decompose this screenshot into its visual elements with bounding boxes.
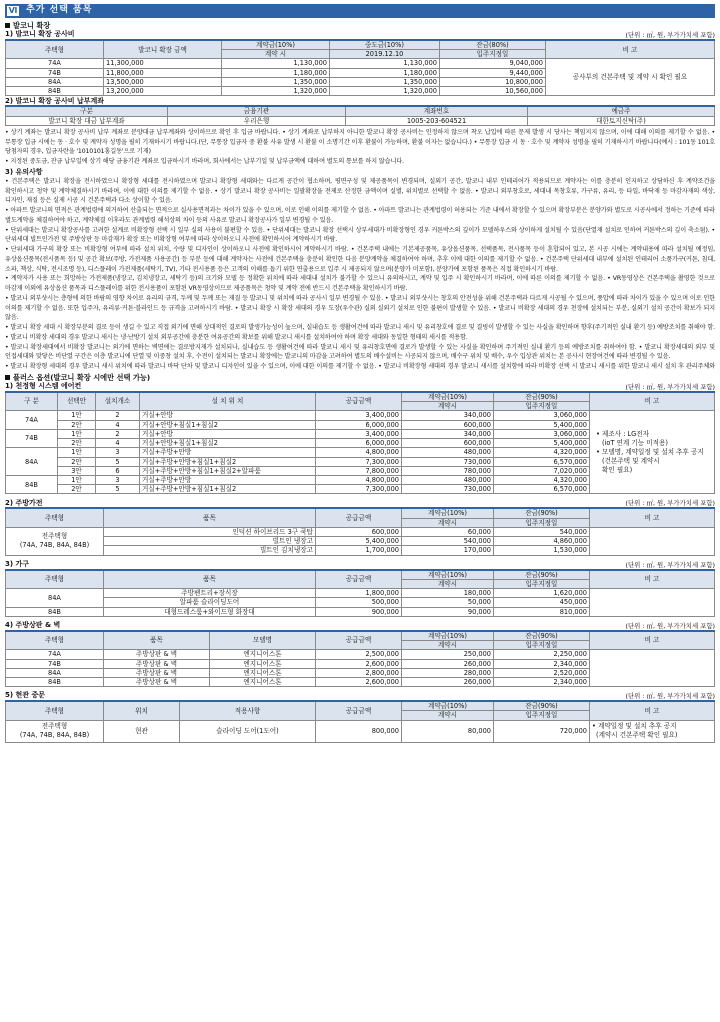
- column-header: 잔금(90%): [494, 570, 590, 580]
- table-cell: 1안: [58, 429, 96, 438]
- table-cell: 1,180,000: [330, 68, 440, 77]
- subheading-aircon: 1) 천정형 시스템 에어컨 (단위 : ㎡, 원, 부가가치세 포함): [5, 382, 715, 391]
- heading-balcony: 발코니 확장: [5, 21, 715, 30]
- column-header: 계약시: [402, 579, 494, 588]
- table-cell: 2,600,000: [316, 677, 402, 686]
- column-header: 잔금(90%): [494, 701, 590, 711]
- column-header: 공급금액: [316, 392, 402, 411]
- column-header: 계약시: [402, 518, 494, 527]
- table-cell: 빌트인 냉장고: [104, 537, 316, 546]
- table-cell: 2: [96, 411, 140, 420]
- table-cell: 4,320,000: [494, 475, 590, 484]
- table-cell: 74B: [6, 429, 58, 447]
- table-cell: 260,000: [402, 659, 494, 668]
- table-cell: 대형드레스룸+와이드형 화장대: [104, 607, 316, 616]
- table-row: [6, 411, 715, 420]
- table-cell: 4: [96, 439, 140, 448]
- column-header: 주택형: [6, 508, 104, 527]
- column-header: 품목: [104, 508, 316, 527]
- column-header: 계약금(10%): [402, 392, 494, 402]
- table-cell: 84A: [6, 448, 58, 476]
- table-cell: 1,700,000: [316, 546, 402, 555]
- table-cell: 거실+주방+안방+침실1+침실2: [140, 485, 316, 494]
- table-cell: 480,000: [402, 448, 494, 457]
- column-header: 주택형: [6, 701, 104, 720]
- table-cell: 거실+안방: [140, 411, 316, 420]
- column-header: 비 고: [590, 701, 715, 720]
- table-cell: 6,570,000: [494, 457, 590, 466]
- column-header: 계약금(10%): [402, 631, 494, 641]
- table-cell: 거실+안방+침실1+침실2: [140, 439, 316, 448]
- column-header: 품목: [104, 631, 210, 650]
- column-header: 입주지정일: [440, 50, 546, 59]
- column-header: 잔금(80%): [440, 40, 546, 50]
- table-cell: 280,000: [402, 668, 494, 677]
- table-cell: 우리은행: [168, 116, 346, 125]
- column-header: 입주지정일: [494, 518, 590, 527]
- table-cell: 5,400,000: [494, 439, 590, 448]
- column-header: 구분: [6, 106, 168, 116]
- table-cell: 260,000: [402, 677, 494, 686]
- column-header: 계좌번호: [346, 106, 528, 116]
- column-header: 모델명: [210, 631, 316, 650]
- table-cell: 13,200,000: [104, 87, 222, 96]
- table-cell: 11,300,000: [104, 59, 222, 68]
- column-header: 계약금(10%): [402, 701, 494, 711]
- table-cell: 450,000: [494, 598, 590, 607]
- table-cell: 거실+주방+안방+침실1+침실2+알파룸: [140, 466, 316, 475]
- table-cell: 대한토지신탁(주): [528, 116, 715, 125]
- column-header: 중도금(10%): [330, 40, 440, 50]
- table-cell: 500,000: [316, 598, 402, 607]
- table-cell: 74B: [6, 68, 104, 77]
- table-cell: 84B: [6, 607, 104, 616]
- table-cell: 주방상판 & 벽: [104, 659, 210, 668]
- table-cell: 1,130,000: [330, 59, 440, 68]
- table-cell: 2,250,000: [494, 650, 590, 659]
- table-cell: 2,800,000: [316, 668, 402, 677]
- table-cell: 엔지니어스톤: [210, 668, 316, 677]
- table-cell: 주방상판 & 벽: [104, 668, 210, 677]
- table-row: [6, 650, 715, 659]
- table-cell: 3,400,000: [316, 411, 402, 420]
- table-cell: 7,020,000: [494, 466, 590, 475]
- table-cell: 엔지니어스톤: [210, 659, 316, 668]
- table-cell: 1안: [58, 411, 96, 420]
- table-row: [6, 589, 715, 598]
- column-header: 잔금(90%): [494, 508, 590, 518]
- table-cell: 1,620,000: [494, 589, 590, 598]
- entrance-door-table: [5, 700, 715, 742]
- table-cell: 9,440,000: [440, 68, 546, 77]
- column-header: 계약시: [402, 402, 494, 411]
- table-cell: 알파룸 슬라이딩도어: [104, 598, 316, 607]
- column-header: 잔금(90%): [494, 392, 590, 402]
- column-header: 계약시: [402, 711, 494, 720]
- table-cell: 1,320,000: [330, 87, 440, 96]
- subheading-caution: 3) 유의사항: [5, 168, 43, 177]
- table-cell: 4,320,000: [494, 448, 590, 457]
- table-cell: 발코니 확장 대금 납부계좌: [6, 116, 168, 125]
- column-header: 공급금액: [316, 701, 402, 720]
- table-cell: 1,530,000: [494, 546, 590, 555]
- column-header: 금융기관: [168, 106, 346, 116]
- table-row: [6, 527, 715, 536]
- table-cell: 2,520,000: [494, 668, 590, 677]
- table-cell: 2안: [58, 457, 96, 466]
- table-cell: 84B: [6, 475, 58, 493]
- table-cell: 11,800,000: [104, 68, 222, 77]
- table-cell: [590, 527, 715, 555]
- column-header: 계약시: [402, 641, 494, 650]
- countertop-table: [5, 630, 715, 687]
- table-cell: 84B: [6, 677, 104, 686]
- table-cell: 800,000: [316, 720, 402, 742]
- subheading-balcony-cost: 1) 발코니 확장 공사비 (단위 : ㎡, 원, 부가가치세 포함): [5, 30, 715, 39]
- subheading-account: 2) 발코니 확장 공사비 납부계좌: [5, 96, 104, 105]
- table-cell: 50,000: [402, 598, 494, 607]
- table-cell: 3,060,000: [494, 411, 590, 420]
- column-header: 입주지정일: [494, 402, 590, 411]
- table-cell: 6: [96, 466, 140, 475]
- table-cell: 전주택형 (74A, 74B, 84A, 84B): [6, 720, 104, 742]
- section-number: Ⅵ: [6, 5, 20, 17]
- table-cell: 1,800,000: [316, 589, 402, 598]
- table-cell: 2,500,000: [316, 650, 402, 659]
- table-cell: 3: [96, 448, 140, 457]
- table-cell: 2,600,000: [316, 659, 402, 668]
- table-cell: 1안: [58, 448, 96, 457]
- table-cell: [590, 589, 715, 617]
- table-cell: 6,000,000: [316, 420, 402, 429]
- table-cell: 600,000: [402, 439, 494, 448]
- table-cell: 84A: [6, 668, 104, 677]
- table-cell: 1,320,000: [222, 87, 330, 96]
- table-cell: 5,400,000: [494, 420, 590, 429]
- column-header: 계약 시: [222, 50, 330, 59]
- balcony-remark: 공사부의 건본주택 및 계약 시 확인 필요: [546, 59, 715, 96]
- table-cell: 7,300,000: [316, 457, 402, 466]
- column-header: 설치개소: [96, 392, 140, 411]
- column-header: 계약금(10%): [222, 40, 330, 50]
- column-header: 발코니 확장 금액: [104, 40, 222, 59]
- table-cell: 84A: [6, 77, 104, 86]
- table-cell: 74A: [6, 59, 104, 68]
- column-header: 공급금액: [316, 631, 402, 650]
- table-cell: 전주택형 (74A, 74B, 84A, 84B): [6, 527, 104, 555]
- table-cell: 480,000: [402, 475, 494, 484]
- table-cell: 2: [96, 429, 140, 438]
- table-row: [6, 720, 715, 742]
- table-cell: 거실+주방+안방: [140, 475, 316, 484]
- column-header: 주택형: [6, 631, 104, 650]
- aircon-table: [5, 391, 715, 495]
- table-cell: 5: [96, 457, 140, 466]
- column-header: 비 고: [590, 631, 715, 650]
- column-header: 비 고: [590, 392, 715, 411]
- table-cell: 인덕션 하이브리드 3구 쿡탑: [104, 527, 316, 536]
- table-cell: 1,350,000: [330, 77, 440, 86]
- table-cell: 80,000: [402, 720, 494, 742]
- table-cell: 10,560,000: [440, 87, 546, 96]
- table-cell: 엔지니어스톤: [210, 677, 316, 686]
- table-cell: 주방상판 & 벽: [104, 650, 210, 659]
- column-header: 주택형: [6, 40, 104, 59]
- table-cell: 엔지니어스톤: [210, 650, 316, 659]
- table-cell: 주방상판 & 벽: [104, 677, 210, 686]
- table-cell: 거실+주방+안방+침실1+침실2: [140, 457, 316, 466]
- column-header: 입주지정일: [494, 641, 590, 650]
- table-row: [6, 116, 715, 125]
- table-cell: 1,130,000: [222, 59, 330, 68]
- furniture-table: [5, 569, 715, 617]
- table-cell: 1,180,000: [222, 68, 330, 77]
- table-cell: 74B: [6, 659, 104, 668]
- column-header: 2019.12.10: [330, 50, 440, 59]
- column-header: 계약금(10%): [402, 570, 494, 580]
- table-cell: 3안: [58, 466, 96, 475]
- kitchen-appliance-table: [5, 507, 715, 555]
- column-header: 적용사항: [180, 701, 316, 720]
- subheading-countertop: 4) 주방상판 & 벽 (단위 : ㎡, 원, 부가가치세 포함): [5, 621, 715, 630]
- table-cell: 거실+안방+침실1+침실2: [140, 420, 316, 429]
- table-cell: 2,340,000: [494, 659, 590, 668]
- table-cell: 74A: [6, 650, 104, 659]
- table-cell: 540,000: [494, 527, 590, 536]
- subheading-kitchen-appliance: 2) 주방가전 (단위 : ㎡, 원, 부가가치세 포함): [5, 498, 715, 508]
- table-cell: 현관: [104, 720, 180, 742]
- table-cell: 340,000: [402, 411, 494, 420]
- column-header: 설 치 위 치: [140, 392, 316, 411]
- table-cell: 4,800,000: [316, 448, 402, 457]
- table-cell: 720,000: [494, 720, 590, 742]
- column-header: 주택형: [6, 570, 104, 589]
- table-cell: • 계약일정 및 설치 추후 공지 (계약시 건본주택 확인 필요): [590, 720, 715, 742]
- table-cell: 6,000,000: [316, 439, 402, 448]
- subheading-furniture: 3) 가구 (단위 : ㎡, 원, 부가가치세 포함): [5, 559, 715, 569]
- column-header: 비 고: [590, 570, 715, 589]
- subheading-entrance-door: 5) 현관 중문 (단위 : ㎡, 원, 부가가치세 포함): [5, 691, 715, 701]
- table-cell: 1005-203-604521: [346, 116, 528, 125]
- table-cell: 2,340,000: [494, 677, 590, 686]
- column-header: 계약금(10%): [402, 508, 494, 518]
- table-cell: 5,400,000: [316, 537, 402, 546]
- table-cell: 3: [96, 475, 140, 484]
- table-row: [6, 59, 715, 68]
- table-cell: 4,860,000: [494, 537, 590, 546]
- account-table: [5, 105, 715, 125]
- column-header: 입주지정일: [494, 711, 590, 720]
- table-cell: 6,570,000: [494, 485, 590, 494]
- table-cell: 250,000: [402, 650, 494, 659]
- table-cell: 600,000: [316, 527, 402, 536]
- table-cell: 780,000: [402, 466, 494, 475]
- table-cell: 4: [96, 420, 140, 429]
- table-cell: 9,040,000: [440, 59, 546, 68]
- caution-notes: • 건본주택은 발코니 확장을 전시하였으니 확장형 세대를 전시하였으며 발코니 확장형 세대와는 다르게 공간이 협소하며, 평면구성 및 제공품목이 변경되며, 실외기 공간, 발코니 내부 인테리어가 적용되므로 계약자는 이를 충분히 인지하고 상담하신 후 계약조건을 확인하시고 청약 및 계약체결하시기 바라며, 이에 대한 이의를 제기할 수 없음. • 상기 발코니 확장 공사비는 일괄확장을 전제로 산정한 금액이며 실별, 위치별로 선택할 수 없음. • 발코니 외부창호로, 세대내 목창호류, 가구류, 유리, 등 타일, 바닥재 등 마감자재의 색상, 디자인, 재질 등은 실제 시공 시 건본주택과 다소 상이할 수 있음. • 아파트 발코니의 면적은 관계법령에 의거하여 산출되는 면적으로 실사용면적과는 차이가 있을 수 있으며, 이로 인해 이의를 제기할 수 없음. • 아파트 발코니는 관계법령이 허용되는 기준 내에서 확장할 수 있으며 확장부분은 분양가와 별도로 시공사에서 정하는 기준에 따라 별도계약을 체결하여야 하고, 계약체결 이후라도 관계법령 해석상의 차이 등의 사유로 발코니 확장공사가 일부 변경될 수 있음. • 단위세대는 발코니 확장공사를 고려한 설계로 비확장형 선택 시 일부 실의 사용이 불편할 수 있음. • 단위세대는 발코니 확장 선택시 상부세대가 비확장형인 경우 커튼박스의 깊이가 모델하우스와 상이하게 설치될 수 있음(단열재 설치로 인하여 커튼박스의 깊이 축소됨). • 단위세대 빌트인가전 및 주방상판 등 마감재가 확장 또는 비확장형 여부에 따라 상이하오니 사전에 확인하시어 계약하시기 바람. • 단위세대 가구의 확장 또는 비확장형 여부에 따라 설치 위치, 수량 및 디자인이 상이하오니 사전에 확인하시어 계약하시기 바람. • 건본주택 내에는 기본제공품목, 유상옵션품목, 선택품목, 전시품목 등이 혼합되어 있고, 본 시공 시에는 계약내용에 따라 설치될 예정임, 유상옵션품목(전시품목 등) 및 공간 확보(주방, 가전제품 사용공간) 등 부분 등에 대해 계약자는 사전에 건본주택을 충분히 확인한 다음 분양계약을 체결하여야 하며, 추후 이에 대한 이의를 제기할 수 없음. • 건본주택 단위세대 내부에 설치된 인테리어 소품가구(커튼, 침대, 소파, 책상, 식탁, 전시조명 등), 디스플레이 가전제품(세탁기, TV), 기타 전시용품 등은 고객의 이해를 돕기 위한 연출용으로 입주 시 제공되지 않으며(분양가 미포함), 분양가에 포함된 품목은 직접 확인하시기 바람. • 계약자가 사용 또는 희망하는 가전제품(냉장고, 김치냉장고, 세탁기 등)의 크기와 모델 등 정확한 위치에 따라 세대내 설치가 불가할 수 있으니 유의하시고, 계약 및 입주 시 확인하시기 바라며, 이에 따른 이의를 제기할 수 없음. • VR동영상은 건본주택을 촬영한 것으로 마감재 이외에 유상옵션 품목과 디스플레이를 위한 전시용품이 포함된 VR동영상이므로 제공품목은 청약 및 계약 전에 반드시 건본주택을 확인하시기 바람. • 발코니 외부샷시는 층형에 의한 바람의 영향 차이로 유리의 규격, 두께 및 두께 또는 재질 등 발코니 및 위치에 따라 공사시 일부 변경될 수 있음. • 발코니 외부샷시는 창호의 안전성을 위해 건본주택과 다르게 시공될 수 있으며, 풍압에 따라 차이가 있을 수 있으며 이로 인한 이의를 제기할 수 없음. 또한 입주자, 유리류·커튼·블라인드 등 규격을 고려하시기 바람. • 발코니 확장 시 확장 세대의 경우 도장(우수관) 실외 실외기 설치로 인한 불편이 발생할 수 있음. • 발코니 비확장 세대의 경우 천장에 설치되는 부분, 실외기 설치 공간이 확보가 되지 않음. • 발코니 확장 세대 시 확장부분의 결로 등이 생길 수 있고 직접 외기에 면해 상대적인 결로의 발생가능성이 높으며, 실내습도 등 생활여건에 따라 발코니 새시 및 유리창호에 결로 및 결빙이 발생할 수 있는 사실을 확인하며 향후(주기적인 실내 환기 등) 예방조치를 취해야 함. • 발코니 비확장 세대의 경우 발코니 새시는 냉·난방기 설치 외부공간에 충분한 여유공간의 확보를 위해 발코니 새시를 설치하여야 하며 확장 세대와 동일한 형태의 새시를 적용함. • 발코니 확장세대에서 비확장 발코니는 외기에 면하는 벽면에는 결로방지재가 설치되나, 실내습도 등 생활여건에 따라 발코니 새시 및 유리창호면에 결로가 발생할 수 있는 사실을 확인하며 주기적인 실내 환기 등의 예방조치를 취하여야 함. • 발코니 확장세대의 외부 및 인접세대와 맞닿은 비단열 구간은 이층 발코니에 단열 및 이중창 설치 후, 수전이 설치되는 발코니 확장에는 발코니의 마감을 고려하여 별도의 배수설비는 시공되지 않으며, 배수구 위치 및 배수, 우수 입상관 위치는 본 공사시 현장여건에 따라 변경될 수 있음. • 발코니 확장형 세대의 경우 발코니 새시 위치에 따라 발코니 바닥 단차 및 발코니 디자인이 있을 수 있으며, 이에 대한 이의를 제기할 수 없음. • 발코니 비확장형 세대의 경우 발코니 새시를 설치함에 따라 비확장 선택 시 발코니 새시를 위한 발코니 새시 설치 후 관리주체와: [5, 177, 715, 370]
- table-cell: 180,000: [402, 589, 494, 598]
- table-cell: 2안: [58, 420, 96, 429]
- column-header: 예금주: [528, 106, 715, 116]
- table-cell: [590, 650, 715, 687]
- table-cell: 540,000: [402, 537, 494, 546]
- column-header: 공급금액: [316, 570, 402, 589]
- table-cell: 730,000: [402, 485, 494, 494]
- table-cell: 2안: [58, 485, 96, 494]
- column-header: 위치: [104, 701, 180, 720]
- balcony-cost-table: [5, 39, 715, 96]
- section-title-bar: [5, 4, 715, 18]
- column-header: 품목: [104, 570, 316, 589]
- table-cell: 5: [96, 485, 140, 494]
- heading-plus-option: 플러스 옵션(발코니 확장 시에만 선택 가능): [5, 373, 715, 382]
- table-cell: 13,500,000: [104, 77, 222, 86]
- column-header: 입주지정일: [494, 579, 590, 588]
- table-cell: 60,000: [402, 527, 494, 536]
- table-cell: 3,400,000: [316, 429, 402, 438]
- table-cell: 7,300,000: [316, 485, 402, 494]
- column-header: 공급금액: [316, 508, 402, 527]
- column-header: 잔금(90%): [494, 631, 590, 641]
- table-cell: 90,000: [402, 607, 494, 616]
- column-header: 비 고: [590, 508, 715, 527]
- table-cell: 1안: [58, 475, 96, 484]
- table-cell: 2안: [58, 439, 96, 448]
- table-cell: 1,350,000: [222, 77, 330, 86]
- account-notes: • 상기 계좌는 발코니 확장 공사비 납부 계좌로 분양대금 납부계좌와 상이하므로 확인 후 입금 바랍니다. • 상기 계좌로 납부하지 아니한 발코니 확장 공사비는 인정하지 않으며 착오 납입에 따른 문제 발생 시 당사는 책임지지 않으며, 이에 대해 이의를 제기할 수 없음. • 무통장 입금 시에는 동 · 호수 및 계약자 성명을 필히 기재하시기 바랍니다.(단, 무통장 입금자 중 환불 사유 발생 시 환불 이 소명기간 이후 환불이 가능하며, 환불 이자는 없습니다.) • 무통장 입금 시 동 · 호수 및 계약자 성명을 필히 기재하시기 바랍니다(예시 : 101동 101호 당첨자의 경우, 입금자란을 '1010101홍길동'으로 기재) • 지정된 중도금, 잔금 납부일에 상기 해당 금융기관 계좌로 입금하시기 바라며, 회사에서는 납부기일 및 납부금액에 대하여 별도의 통보를 하지 않습니다.: [5, 128, 715, 166]
- aircon-remark: • 제조사 : LG전자 (ioT 연계 기능 미적용) • 모델명, 계약일정 및 설치 추후 공지 (건본주택 및 계약시 확인 필요): [590, 411, 715, 494]
- table-cell: 730,000: [402, 457, 494, 466]
- table-cell: 170,000: [402, 546, 494, 555]
- table-cell: 810,000: [494, 607, 590, 616]
- column-header: 비 고: [546, 40, 715, 59]
- column-header: 선택안: [58, 392, 96, 411]
- table-cell: 빌트인 김치냉장고: [104, 546, 316, 555]
- section-title: 추가 선택 품목: [26, 5, 93, 16]
- table-cell: 84B: [6, 87, 104, 96]
- column-header: 구 분: [6, 392, 58, 411]
- table-cell: 900,000: [316, 607, 402, 616]
- table-cell: 340,000: [402, 429, 494, 438]
- table-cell: 거실+주방+안방: [140, 448, 316, 457]
- table-cell: 거실+안방: [140, 429, 316, 438]
- table-cell: 10,800,000: [440, 77, 546, 86]
- table-cell: 3,060,000: [494, 429, 590, 438]
- table-cell: 7,800,000: [316, 466, 402, 475]
- table-cell: 600,000: [402, 420, 494, 429]
- table-cell: 84A: [6, 589, 104, 607]
- table-cell: 74A: [6, 411, 58, 429]
- table-cell: 4,800,000: [316, 475, 402, 484]
- table-cell: 슬라이딩 도어(1도어): [180, 720, 316, 742]
- table-cell: 주방팬트리+장식장: [104, 589, 316, 598]
